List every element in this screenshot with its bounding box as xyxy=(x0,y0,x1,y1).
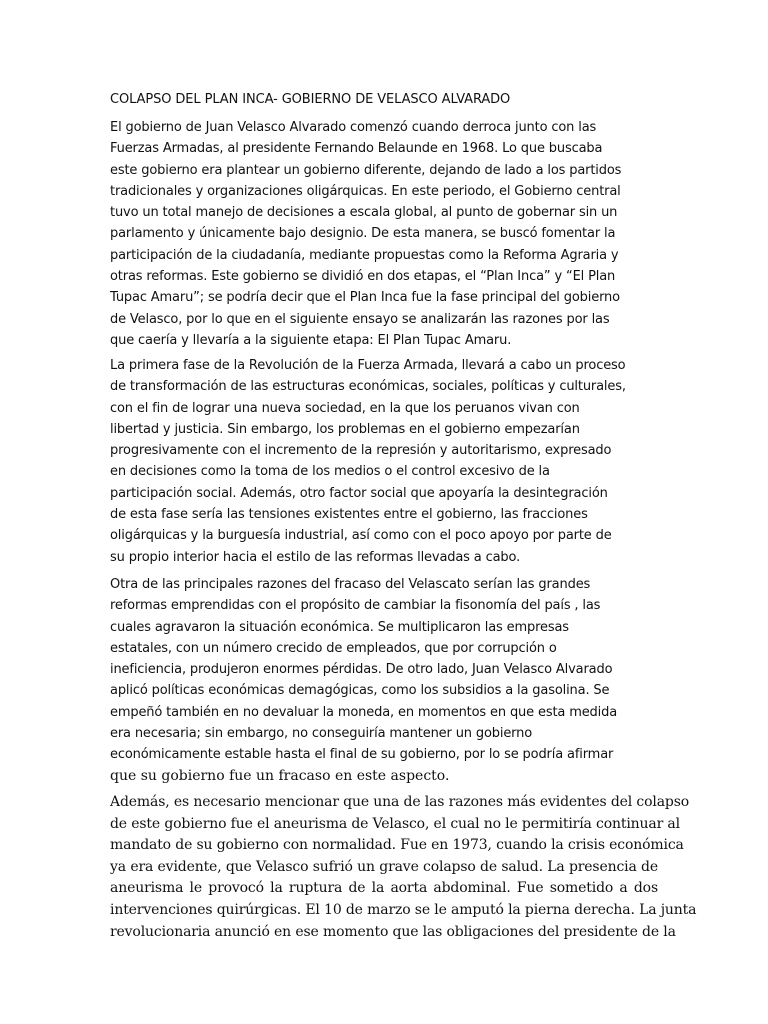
text-line: Además, es necesario mencionar que una de las razones más evidentes del colapso xyxy=(110,794,690,810)
text-line: ineficiencia, produjeron enormes pérdidas. De otro lado, Juan Velasco Alvarado xyxy=(110,662,613,678)
text-line: era necesaria; sin embargo, no conseguiría mantener un gobierno xyxy=(110,726,533,742)
document-title: COLAPSO DEL PLAN INCA- GOBIERNO DE VELASCO ALVARADO xyxy=(110,92,511,107)
paragraph-1 xyxy=(110,117,658,351)
text-line: estatales, con un número crecido de empleados, que por corrupción o xyxy=(110,640,557,656)
text-line: La primera fase de la Revolución de la Fuerza Armada, llevará a cabo un proceso xyxy=(110,358,626,373)
text-line: su propio interior hacia el estilo de las reformas llevadas a cabo. xyxy=(110,549,521,565)
text-line: Otra de las principales razones del fracaso del Velascato serían las grandes xyxy=(110,577,591,592)
text-line: de Velasco, por lo que en el siguiente ensayo se analizarán las razones por las xyxy=(110,311,610,327)
text-line: libertad y justicia. Sin embargo, los problemas en el gobierno empezarían xyxy=(110,421,580,437)
text-line: otras reformas. Este gobierno se dividió en dos etapas, el “Plan Inca” y “El Plan xyxy=(110,269,616,285)
text-line: tuvo un total manejo de decisiones a escala global, al punto de gobernar sin un xyxy=(110,205,618,221)
text-line: aneurisma le provocó la ruptura de la aorta abdominal. Fue sometido a dos xyxy=(110,880,658,897)
paragraph-4 xyxy=(110,792,697,943)
paragraph-3 xyxy=(110,574,658,787)
text-line: de este gobierno fue el aneurisma de Velasco, el cual no le permitiría continuar al xyxy=(110,815,680,832)
text-line: económicamente estable hasta el final de su gobierno, por lo se podría afirmar xyxy=(110,747,614,763)
text-line: mandato de su gobierno con normalidad. Fue en 1973, cuando la crisis económica xyxy=(110,837,684,854)
document-page xyxy=(110,0,697,1024)
text-line: El gobierno de Juan Velasco Alvarado comenzó cuando derroca junto con las xyxy=(110,120,597,135)
text-line: Fuerzas Armadas, al presidente Fernando Belaunde en 1968. Lo que buscaba xyxy=(110,141,603,157)
text-line: intervenciones quirúrgicas. El 10 de marzo se le amputó la pierna derecha. La junta xyxy=(110,901,697,918)
text-line: aplicó políticas económicas demagógicas, como los subsidios a la gasolina. Se xyxy=(110,683,610,699)
text-line: oligárquicas y la burguesía industrial, así como con el poco apoyo por parte de xyxy=(110,528,612,544)
text-line: de transformación de las estructuras económicas, sociales, políticas y culturales, xyxy=(110,379,626,395)
text-line: Tupac Amaru”; se podría decir que el Plan Inca fue la fase principal del gobierno xyxy=(110,290,620,306)
text-line: tradicionales y organizaciones oligárquicas. En este periodo, el Gobierno central xyxy=(110,183,621,199)
text-line: revolucionaria anunció en ese momento que las obligaciones del presidente de la xyxy=(110,923,676,940)
text-line: progresivamente con el incremento de la represión y autoritarismo, expresado xyxy=(110,443,612,459)
text-line: de esta fase sería las tensiones existentes entre el gobierno, las fracciones xyxy=(110,507,588,523)
text-line: en decisiones como la toma de los medios o el control excesivo de la xyxy=(110,464,550,480)
text-line: este gobierno era plantear un gobierno diferente, dejando de lado a los partidos xyxy=(110,162,622,178)
text-line: que su gobierno fue un fracaso en este aspecto. xyxy=(110,767,450,784)
text-line: cuales agravaron la situación económica. Se multiplicaron las empresas xyxy=(110,619,569,635)
paragraph-2 xyxy=(110,355,658,568)
text-line: ya era evidente, que Velasco sufrió un grave colapso de salud. La presencia de xyxy=(110,858,658,875)
text-line: parlamento y únicamente bajo designio. De esta manera, se buscó fomentar la xyxy=(110,226,616,242)
text-line: reformas emprendidas con el propósito de cambiar la fisonomía del país , las xyxy=(110,598,601,614)
text-line: con el fin de lograr una nueva sociedad, en la que los peruanos vivan con xyxy=(110,400,580,416)
text-line: que caería y llevaría a la siguiente etapa: El Plan Tupac Amaru. xyxy=(110,332,512,348)
text-line: participación social. Además, otro factor social que apoyaría la desintegración xyxy=(110,485,608,501)
text-line: empeñó también en no devaluar la moneda, en momentos en que esta medida xyxy=(110,704,618,720)
text-line: participación de la ciudadanía, mediante propuestas como la Reforma Agraria y xyxy=(110,247,619,263)
